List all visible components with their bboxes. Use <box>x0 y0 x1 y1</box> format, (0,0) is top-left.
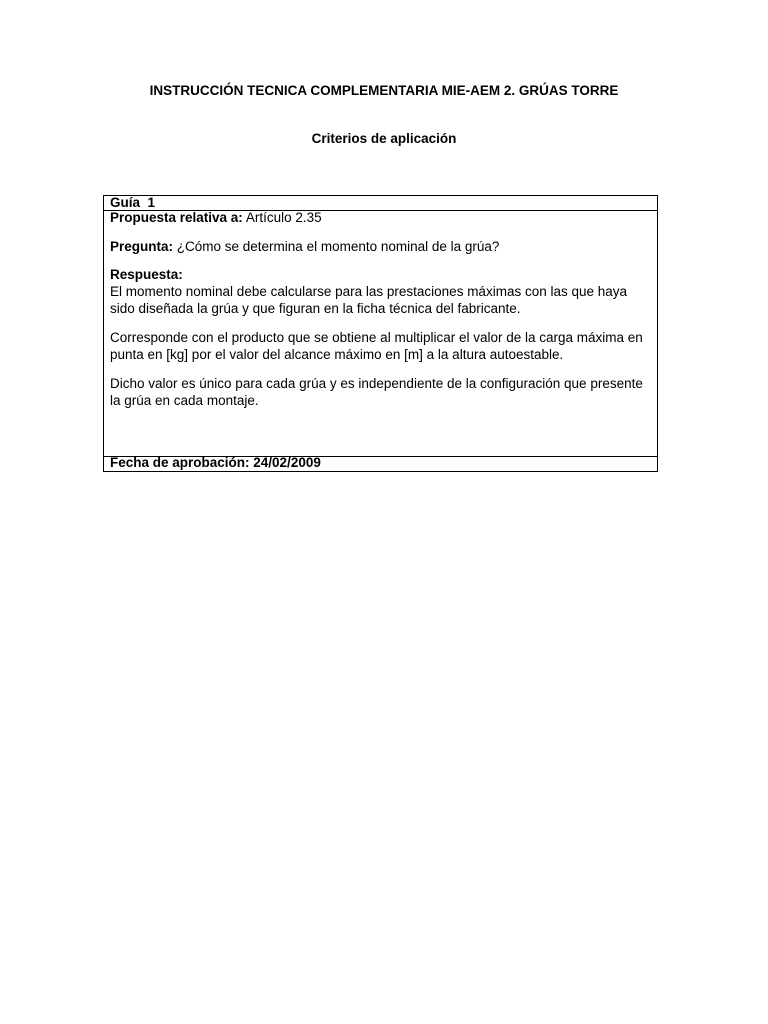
document-title: INSTRUCCIÓN TECNICA COMPLEMENTARIA MIE-AEM 2. GRÚAS TORRE <box>149 83 619 98</box>
approval-date: Fecha de aprobación: 24/02/2009 <box>104 456 657 471</box>
related-label: Propuesta relativa a: <box>110 210 243 225</box>
related-value: Artículo 2.35 <box>242 210 322 225</box>
answer-paragraph: El momento nominal debe calcularse para las prestaciones máximas con las que haya sido diseñada la grúa y que figuran en la ficha técnica del fabricante. <box>110 284 628 316</box>
question-label: Pregunta: <box>110 239 174 254</box>
guide-content <box>104 211 657 409</box>
answer-paragraph: Corresponde con el producto que se obtiene al multiplicar el valor de la carga máxima en punta en [kg] por el valor del alcance máximo en [m] a la altura autoestable. <box>110 330 643 362</box>
answer-label: Respuesta: <box>110 267 183 282</box>
guide-number: Guía 1 <box>104 196 657 211</box>
related-article <box>110 209 651 226</box>
question-text: ¿Cómo se determina el momento nominal de la grúa? <box>173 239 500 254</box>
document-subtitle: Criterios de aplicación <box>311 131 457 146</box>
answer-paragraph: Dicho valor es único para cada grúa y es independiente de la configuración que presente la grúa en cada montaje. <box>110 376 643 408</box>
question <box>110 238 651 255</box>
guide-table <box>103 195 658 472</box>
